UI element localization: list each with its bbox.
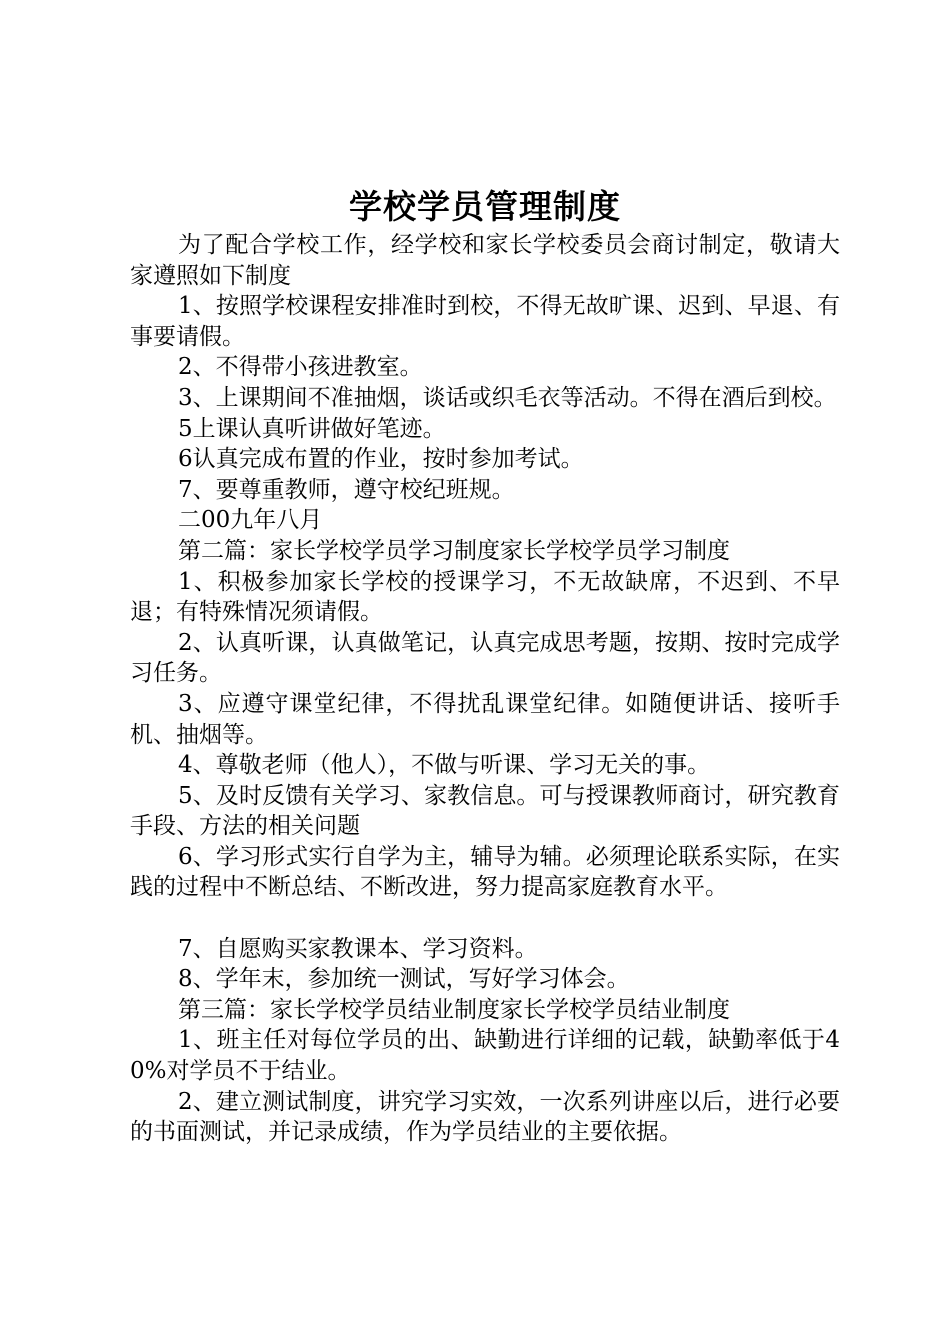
study-rule-3-paragraph: 3、应遵守课堂纪律，不得扰乱课堂纪律。如随便讲话、接听手机、抽烟等。: [130, 690, 840, 748]
study-rule-1-paragraph: 1、积极参加家长学校的授课学习，不无故缺席，不迟到、不早退；有特殊情况须请假。: [130, 568, 840, 626]
document-body: [130, 230, 840, 1148]
study-rule-5-paragraph: 5、及时反馈有关学习、家教信息。可与授课教师商讨，研究教育手段、方法的相关问题: [130, 782, 840, 840]
rule-6-paragraph: 6认真完成布置的作业，按时参加考试。: [178, 446, 584, 473]
completion-rule-1-paragraph: 1、班主任对每位学员的出、缺勤进行详细的记载，缺勤率低于40%对学员不于结业。: [130, 1027, 840, 1085]
study-rule-7-paragraph: 7、自愿购买家教课本、学习资料。: [178, 935, 538, 962]
document-title: 学校学员管理制度: [349, 187, 621, 226]
date-line: 二00九年八月: [178, 507, 323, 534]
blank-line: [130, 903, 840, 934]
intro-paragraph: 为了配合学校工作，经学校和家长学校委员会商讨制定，敬请大家遵照如下制度: [130, 232, 840, 289]
document-page: [130, 184, 840, 1148]
rule-5-paragraph: 5上课认真听讲做好笔迹。: [178, 415, 446, 442]
study-rule-8-paragraph: 8、学年末，参加统一测试，写好学习体会。: [178, 966, 630, 993]
study-rule-4-paragraph: 4、尊敬老师（他人），不做与听课、学习无关的事。: [178, 752, 711, 779]
rule-2-paragraph: 2、不得带小孩进教室。: [178, 354, 423, 381]
rule-7-paragraph: 7、要尊重教师，遵守校纪班规。: [178, 476, 515, 503]
study-rule-2-paragraph: 2、认真听课，认真做笔记，认真完成思考题，按期、按时完成学习任务。: [130, 629, 840, 687]
rule-1-paragraph: 1、按照学校课程安排准时到校，不得无故旷课、迟到、早退、有事要请假。: [130, 293, 840, 350]
section-3-heading: 第三篇：家长学校学员结业制度家长学校学员结业制度: [178, 996, 730, 1023]
study-rule-6-paragraph: 6、学习形式实行自学为主，辅导为辅。必须理论联系实际，在实践的过程中不断总结、不断改进，努力提高家庭教育水平。: [130, 843, 840, 901]
section-2-heading: 第二篇：家长学校学员学习制度家长学校学员学习制度: [178, 537, 730, 564]
rule-3-paragraph: 3、上课期间不准抽烟，谈话或织毛衣等活动。不得在酒后到校。: [178, 384, 837, 411]
completion-rule-2-paragraph: 2、建立测试制度，讲究学习实效，一次系列讲座以后，进行必要的书面测试，并记录成绩，作为学员结业的主要依据。: [130, 1088, 840, 1146]
